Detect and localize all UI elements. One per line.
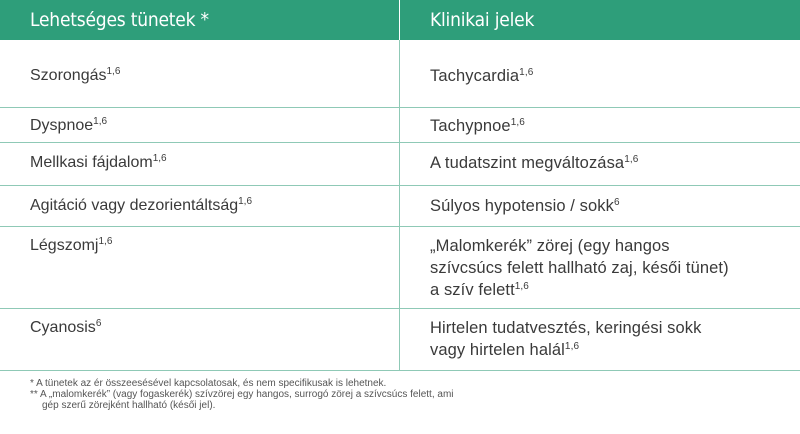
footnote-2-continuation: gép szerű zörejként hallható (késői jel).: [42, 400, 216, 411]
reference-sup: 1,6: [106, 66, 121, 77]
symptom-text: Légszomj: [30, 237, 99, 254]
reference-sup: 1,6: [98, 236, 113, 247]
sign-cell: [400, 143, 800, 185]
symptom-cell: [0, 108, 400, 142]
sign-text: Hirtelen tudatvesztés, keringési sokk vagy hirtelen halál: [430, 319, 702, 359]
symptom-cell: [0, 40, 400, 107]
reference-sup: 1,6: [93, 116, 108, 127]
symptom-cell: [0, 227, 400, 308]
table-row: [0, 309, 800, 371]
reference-sup: 1,6: [564, 341, 580, 352]
symptom-cell: [0, 186, 400, 226]
table-row: [0, 143, 800, 186]
sign-text: A tudatszint megváltozása: [430, 154, 625, 172]
symptom-text: Agitáció vagy dezorientáltság: [30, 197, 239, 214]
sign-text: „Malomkerék” zörej (egy hangos szívcsúcs felett hallható zaj, késői tünet) a szív felett: [430, 237, 729, 299]
header-clinical-signs: Klinikai jelek: [430, 9, 535, 31]
footnote-2: ** A „malomkerék” (vagy fogaskerék) szívzörej egy hangos, surrogó zörej a szívcsúcs felett, ami: [30, 389, 454, 400]
sign-text: Súlyos hypotensio / sokk: [430, 197, 614, 215]
reference-sup: 1,6: [510, 117, 525, 128]
sign-cell: [400, 40, 800, 107]
symptom-cell: [0, 309, 400, 370]
symptom-cell: [0, 143, 400, 185]
reference-sup: 1,6: [152, 153, 167, 164]
reference-sup: 1,6: [519, 67, 534, 78]
reference-sup: 6: [614, 197, 620, 208]
sign-cell: [400, 309, 800, 370]
reference-sup: 6: [95, 318, 102, 329]
reference-sup: 1,6: [624, 154, 639, 165]
symptom-text: Cyanosis: [30, 319, 96, 336]
footnote-1: * A tünetek az ér összeesésével kapcsolatosak, és nem specifikusak is lehetnek.: [30, 378, 387, 389]
sign-cell: [400, 186, 800, 226]
sign-text: Tachypnoe: [430, 117, 511, 135]
sign-cell: [400, 108, 800, 142]
symptom-text: Mellkasi fájdalom: [30, 154, 153, 171]
reference-sup: 1,6: [514, 281, 529, 292]
table-header: [0, 0, 800, 40]
table-row: [0, 186, 800, 227]
table-row: [0, 108, 800, 143]
symptom-text: Dyspnoe: [30, 117, 94, 134]
reference-sup: 1,6: [238, 196, 253, 207]
table-row: [0, 40, 800, 108]
sign-cell: [400, 227, 800, 308]
footnotes: [30, 378, 454, 411]
sign-text: Tachycardia: [430, 67, 520, 85]
table-row: [0, 227, 800, 309]
header-possible-symptoms: Lehetséges tünetek *: [0, 0, 400, 40]
symptom-text: Szorongás: [30, 67, 107, 84]
